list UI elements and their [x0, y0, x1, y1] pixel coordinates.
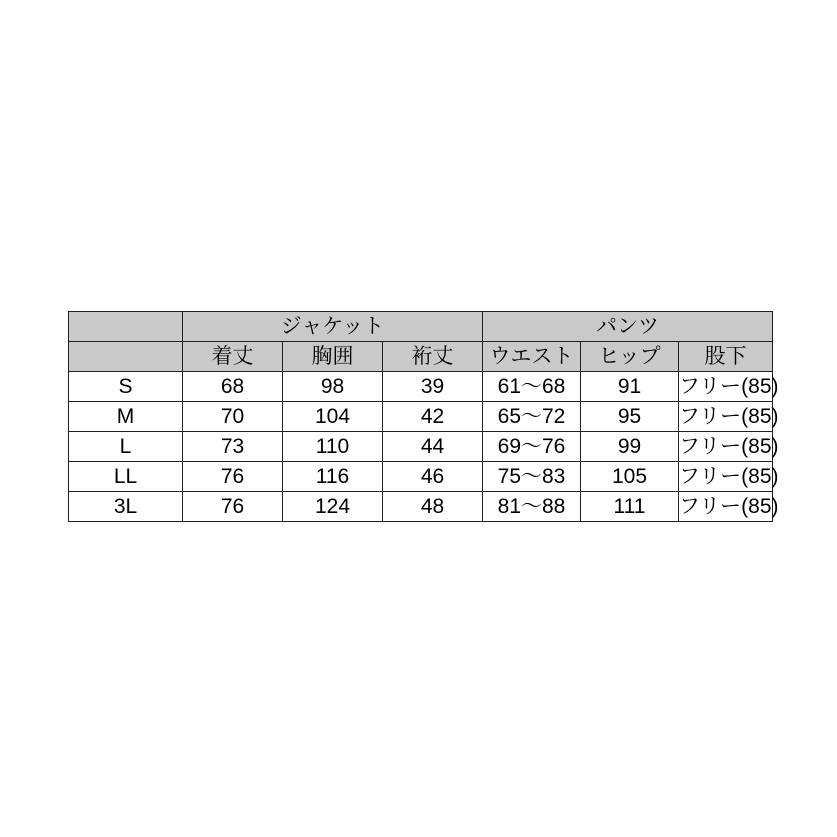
column-header-sleeve: 裄丈	[383, 342, 483, 372]
cell-chest: 98	[283, 372, 383, 402]
column-header-inseam: 股下	[679, 342, 773, 372]
table-row	[69, 372, 773, 402]
size-chart-container	[68, 311, 779, 522]
cell-chest: 124	[283, 492, 383, 522]
row-size-label: LL	[69, 462, 183, 492]
table-corner-cell	[69, 312, 183, 342]
table-group-header-row	[69, 312, 773, 342]
cell-waist: 65〜72	[483, 402, 581, 432]
cell-hip: 91	[581, 372, 679, 402]
cell-inseam: フリー(85)	[679, 492, 773, 522]
table-row	[69, 462, 773, 492]
cell-hip: 99	[581, 432, 679, 462]
table-row	[69, 432, 773, 462]
cell-sleeve: 46	[383, 462, 483, 492]
cell-chest: 110	[283, 432, 383, 462]
cell-chest: 104	[283, 402, 383, 432]
cell-waist: 69〜76	[483, 432, 581, 462]
cell-inseam: フリー(85)	[679, 462, 773, 492]
cell-jacket-length: 73	[183, 432, 283, 462]
column-header-jacket-length: 着丈	[183, 342, 283, 372]
cell-hip: 105	[581, 462, 679, 492]
column-header-size	[69, 342, 183, 372]
cell-waist: 81〜88	[483, 492, 581, 522]
cell-waist: 61〜68	[483, 372, 581, 402]
cell-chest: 116	[283, 462, 383, 492]
cell-sleeve: 42	[383, 402, 483, 432]
cell-inseam: フリー(85)	[679, 402, 773, 432]
cell-sleeve: 48	[383, 492, 483, 522]
column-header-hip: ヒップ	[581, 342, 679, 372]
group-header-pants: パンツ	[483, 312, 773, 342]
table-row	[69, 402, 773, 432]
table-row	[69, 492, 773, 522]
cell-jacket-length: 76	[183, 492, 283, 522]
group-header-jacket: ジャケット	[183, 312, 483, 342]
cell-sleeve: 44	[383, 432, 483, 462]
cell-jacket-length: 68	[183, 372, 283, 402]
row-size-label: S	[69, 372, 183, 402]
cell-waist: 75〜83	[483, 462, 581, 492]
row-size-label: L	[69, 432, 183, 462]
column-header-chest: 胸囲	[283, 342, 383, 372]
row-size-label: 3L	[69, 492, 183, 522]
cell-hip: 111	[581, 492, 679, 522]
cell-inseam: フリー(85)	[679, 432, 773, 462]
cell-jacket-length: 76	[183, 462, 283, 492]
cell-jacket-length: 70	[183, 402, 283, 432]
cell-inseam: フリー(85)	[679, 372, 773, 402]
table-column-header-row	[69, 342, 773, 372]
row-size-label: M	[69, 402, 183, 432]
column-header-waist: ウエスト	[483, 342, 581, 372]
size-chart-table	[68, 311, 779, 522]
cell-sleeve: 39	[383, 372, 483, 402]
cell-hip: 95	[581, 402, 679, 432]
